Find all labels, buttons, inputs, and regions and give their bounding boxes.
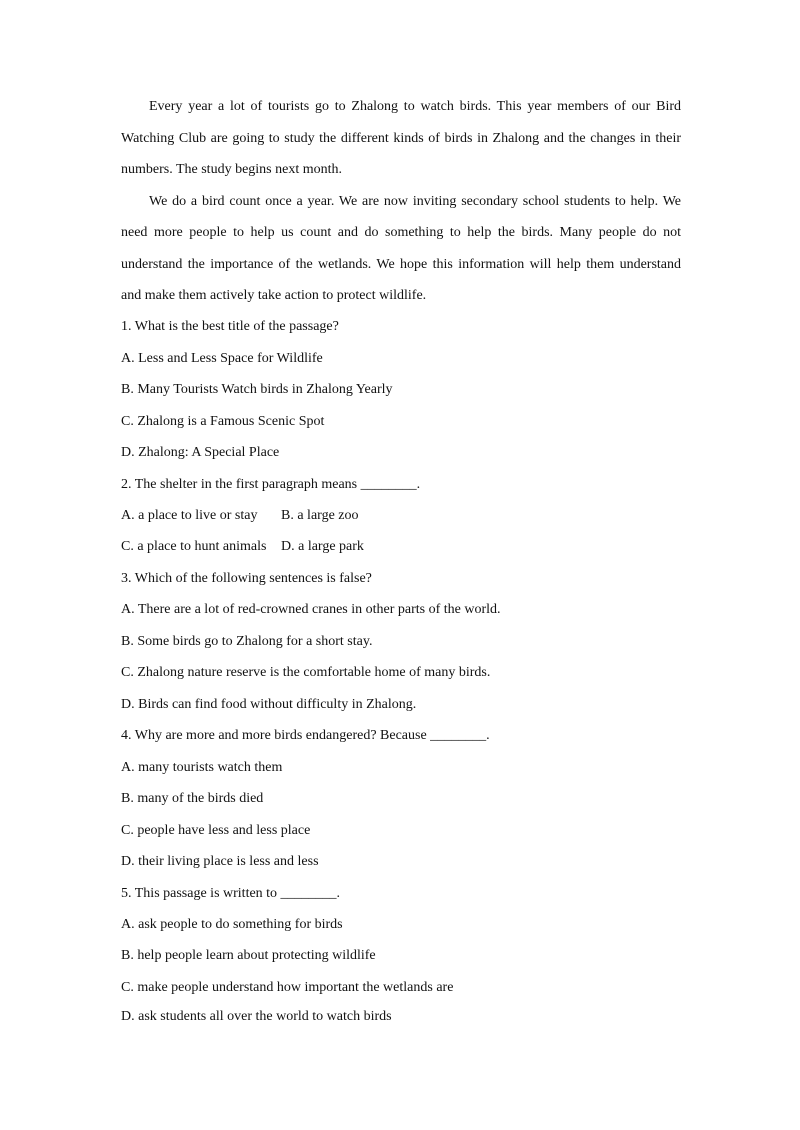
question-4-option-c: C. people have less and less place [121,823,311,838]
passage-p1-line1: Every year a lot of tourists go to Zhalong to watch birds. This year members of our Bird [149,99,681,114]
question-4-stem: 4. Why are more and more birds endangered? Because ________. [121,728,490,743]
question-5-stem: 5. This passage is written to ________. [121,886,341,901]
question-5-option-c: C. make people understand how important the wetlands are [121,980,454,995]
passage-p2-line4: and make them actively take action to protect wildlife. [121,288,427,303]
question-3-option-a: A. There are a lot of red-crowned cranes in other parts of the world. [121,602,501,617]
question-1-option-b: B. Many Tourists Watch birds in Zhalong Yearly [121,382,393,397]
question-2-option-d: D. a large park [281,539,364,554]
question-1-stem: 1. What is the best title of the passage? [121,319,339,334]
question-2-option-a: A. a place to live or stay [121,508,258,523]
passage-p2-line3: understand the importance of the wetlands. We hope this information will help them understand [121,257,681,272]
question-2-option-b: B. a large zoo [281,508,359,523]
question-5-option-d: D. ask students all over the world to watch birds [121,1009,392,1024]
question-3-option-d: D. Birds can find food without difficulty in Zhalong. [121,697,417,712]
passage-p1-line3: numbers. The study begins next month. [121,162,342,177]
passage-p2-line2: need more people to help us count and do something to help the birds. Many people do not [121,225,681,240]
question-5-option-a: A. ask people to do something for birds [121,917,343,932]
question-4-option-b: B. many of the birds died [121,791,264,806]
question-4-option-a: A. many tourists watch them [121,760,283,775]
question-1-option-a: A. Less and Less Space for Wildlife [121,351,323,366]
question-4-option-d: D. their living place is less and less [121,854,319,869]
question-1-option-d: D. Zhalong: A Special Place [121,445,280,460]
question-3-stem: 3. Which of the following sentences is false? [121,571,372,586]
question-1-option-c: C. Zhalong is a Famous Scenic Spot [121,414,325,429]
passage-p1-line2: Watching Club are going to study the different kinds of birds in Zhalong and the changes in their [121,131,681,146]
passage-p2-line1: We do a bird count once a year. We are now inviting secondary school students to help. We [149,194,681,209]
question-5-option-b: B. help people learn about protecting wildlife [121,948,376,963]
question-2-option-c: C. a place to hunt animals [121,539,267,554]
question-3-option-b: B. Some birds go to Zhalong for a short stay. [121,634,373,649]
question-3-option-c: C. Zhalong nature reserve is the comfortable home of many birds. [121,665,491,680]
question-2-stem: 2. The shelter in the first paragraph means ________. [121,477,421,492]
